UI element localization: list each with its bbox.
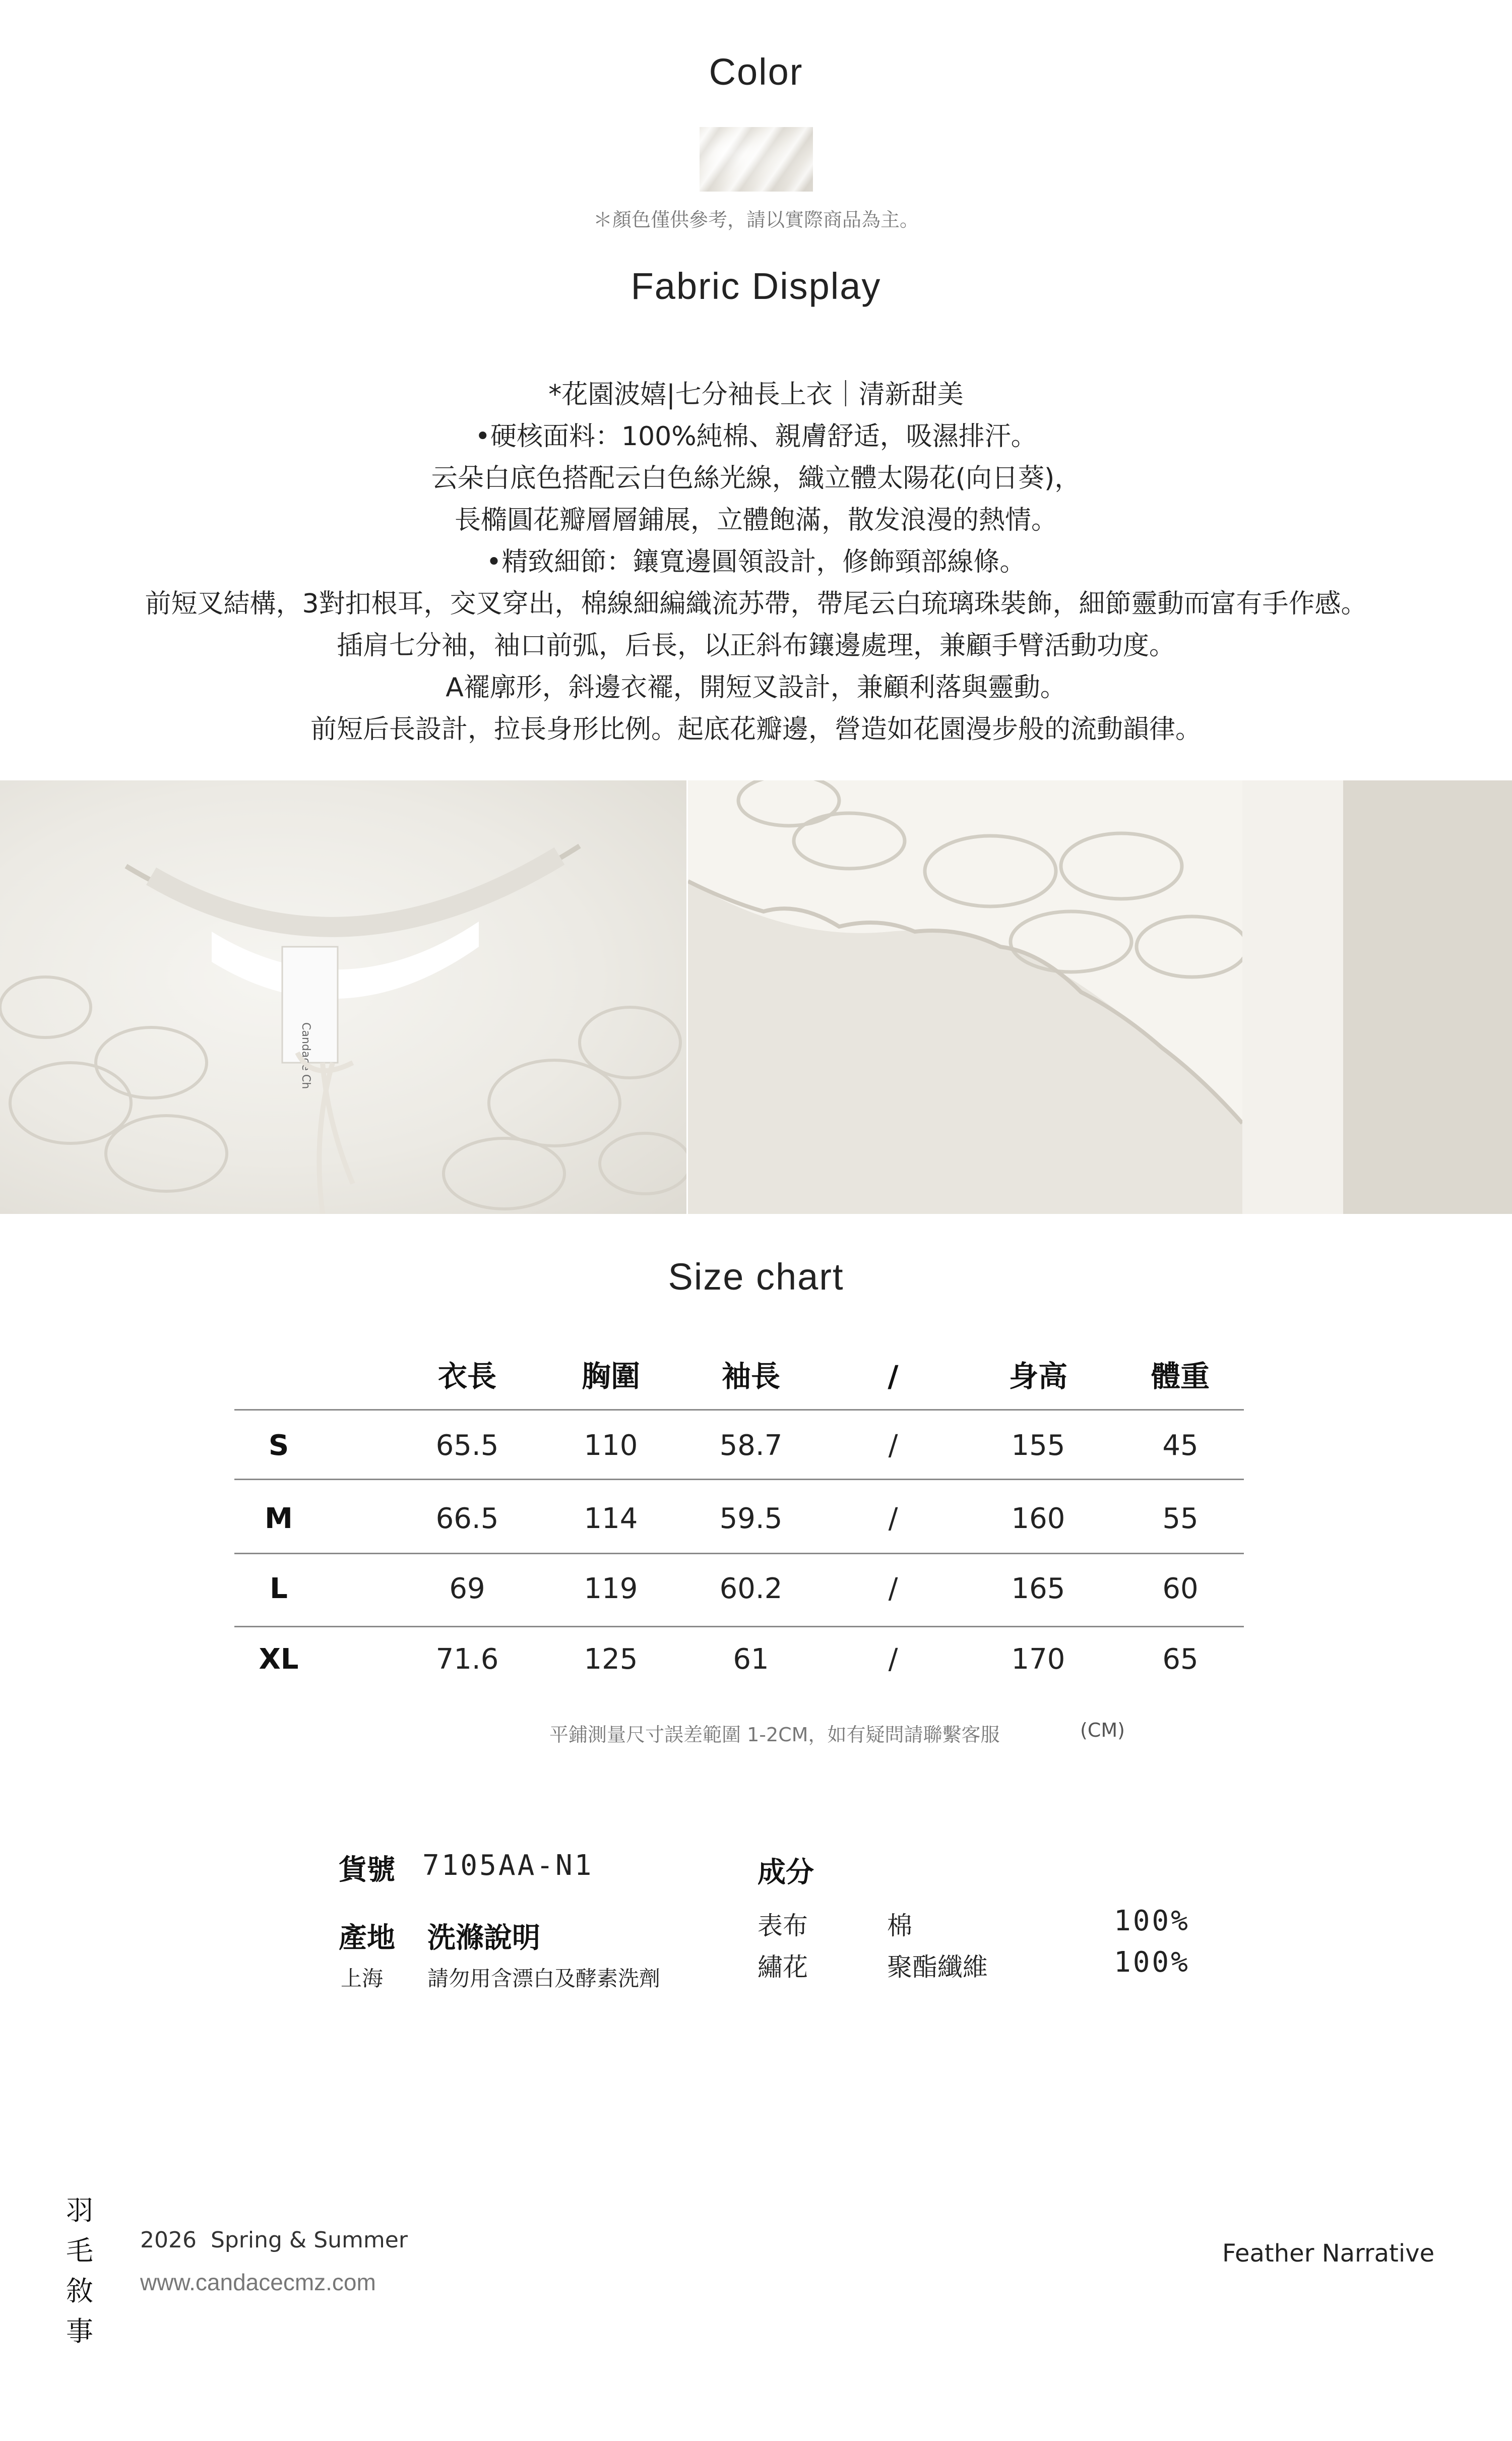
table-divider — [234, 1626, 1244, 1627]
hem-illustration — [688, 780, 1512, 1214]
brand-char: 敘 — [66, 2275, 93, 2307]
neckline-illustration — [0, 780, 686, 1214]
size-value: 61 — [733, 1643, 769, 1676]
size-header-row — [234, 1346, 1244, 1407]
size-value: 160 — [1011, 1502, 1065, 1535]
size-label: M — [265, 1502, 293, 1535]
brand-char: 事 — [66, 2315, 93, 2347]
size-value: 170 — [1011, 1643, 1065, 1676]
size-label: S — [268, 1429, 289, 1462]
table-row — [234, 1559, 1244, 1619]
header-height: 身高 — [1009, 1359, 1067, 1393]
size-value: 55 — [1162, 1502, 1199, 1535]
item-no-value: 7105AA-N1 — [422, 1849, 594, 1882]
size-value: 125 — [584, 1643, 638, 1676]
desc-line: 長橢圓花瓣層層鋪展，立體飽滿，散发浪漫的熱情。 — [454, 505, 1057, 535]
header-length: 衣長 — [437, 1359, 496, 1393]
table-divider — [234, 1409, 1244, 1411]
brand-char: 羽 — [66, 2194, 93, 2226]
size-value: 60 — [1162, 1572, 1199, 1605]
desc-line: 插肩七分袖，袖口前弧，后長，以正斜布鑲邊處理，兼顧手臂活動功度。 — [336, 631, 1175, 661]
brand-vertical-logo — [65, 2190, 95, 2352]
brand-english-name: Feather Narrative — [1222, 2239, 1435, 2268]
color-title: Color — [709, 51, 803, 93]
product-photo-hem — [688, 780, 1512, 1214]
desc-line: *花園波嬉|七分袖長上衣｜清新甜美 — [548, 380, 964, 410]
product-photo-neckline — [0, 780, 686, 1214]
size-value: 119 — [584, 1572, 638, 1605]
table-divider — [234, 1479, 1244, 1480]
origin-label: 產地 — [339, 1922, 395, 1955]
brand-char: 毛 — [66, 2235, 93, 2267]
size-value: / — [888, 1429, 898, 1462]
item-no-label: 貨號 — [339, 1854, 395, 1886]
composition-material: 棉 — [887, 1911, 912, 1940]
composition-part: 繡花 — [758, 1952, 808, 1982]
table-row — [234, 1416, 1244, 1476]
size-value: / — [888, 1572, 898, 1605]
size-value: 110 — [584, 1429, 638, 1462]
color-swatch-white[interactable] — [700, 127, 813, 192]
desc-line: 前短叉結構，3對扣根耳，交叉穿出，棉線細編織流苏帶，帶尾云白琉璃珠裝飾，細節靈動而富有手作感。 — [145, 589, 1367, 619]
size-value: 71.6 — [435, 1643, 499, 1676]
size-tolerance-note: 平鋪測量尺寸誤差範圍 1-2CM，如有疑問請聯繫客服 — [549, 1724, 1000, 1746]
size-value: 66.5 — [435, 1502, 499, 1535]
fabric-title: Fabric Display — [631, 265, 881, 307]
color-note: ＊顏色僅供參考，請以實際商品為主。 — [593, 209, 919, 231]
desc-line: •硬核面料：100%純棉、親膚舒适，吸濕排汗。 — [475, 421, 1037, 452]
composition-part: 表布 — [758, 1911, 808, 1940]
size-value: 45 — [1162, 1429, 1199, 1462]
table-row — [234, 1489, 1244, 1549]
desc-line: 云朵白底色搭配云白色絲光線，織立體太陽花(向日葵)， — [431, 463, 1081, 494]
wash-label: 洗滌說明 — [427, 1922, 540, 1955]
table-divider — [234, 1553, 1244, 1554]
composition-percent: 100% — [1114, 1905, 1190, 1937]
header-sleeve: 袖長 — [721, 1359, 780, 1393]
size-value: 114 — [584, 1502, 638, 1535]
size-value: 58.7 — [719, 1429, 783, 1462]
season-text: 2026 Spring & Summer — [140, 2227, 408, 2253]
desc-line: A襬廓形，斜邊衣襬，開短叉設計，兼顧利落與靈動。 — [446, 673, 1066, 703]
website-link[interactable]: www.candacecmz.com — [140, 2269, 376, 2295]
fabric-description — [0, 374, 1512, 751]
size-value: 165 — [1011, 1572, 1065, 1605]
size-value: 60.2 — [719, 1572, 783, 1605]
size-label: L — [270, 1572, 288, 1605]
composition-percent: 100% — [1114, 1946, 1190, 1979]
desc-line: 前短后長設計，拉長身形比例。起底花瓣邊，營造如花園漫步般的流動韻律。 — [310, 714, 1202, 745]
origin-value: 上海 — [341, 1966, 384, 1991]
wash-value: 請勿用含漂白及酵素洗劑 — [427, 1966, 661, 1991]
size-value: 65 — [1162, 1643, 1199, 1676]
size-tag-text: Candace Ch — [299, 1022, 312, 1089]
header-chest: 胸圍 — [581, 1359, 640, 1393]
composition-label: 成分 — [758, 1856, 814, 1889]
size-value: 155 — [1011, 1429, 1065, 1462]
size-value: / — [888, 1643, 898, 1676]
desc-line: •精致細節：鑲寬邊圓領設計，修飾頸部線條。 — [486, 547, 1026, 577]
header-weight: 體重 — [1151, 1359, 1210, 1393]
table-row — [234, 1629, 1244, 1690]
size-unit: (CM) — [1080, 1719, 1125, 1741]
size-value: 65.5 — [435, 1429, 499, 1462]
size-value: 69 — [449, 1572, 485, 1605]
composition-material: 聚酯纖維 — [887, 1952, 988, 1982]
header-divider: / — [888, 1359, 899, 1393]
size-label: XL — [259, 1643, 299, 1676]
size-chart-title: Size chart — [668, 1256, 844, 1298]
size-value: / — [888, 1502, 898, 1535]
size-value: 59.5 — [719, 1502, 783, 1535]
